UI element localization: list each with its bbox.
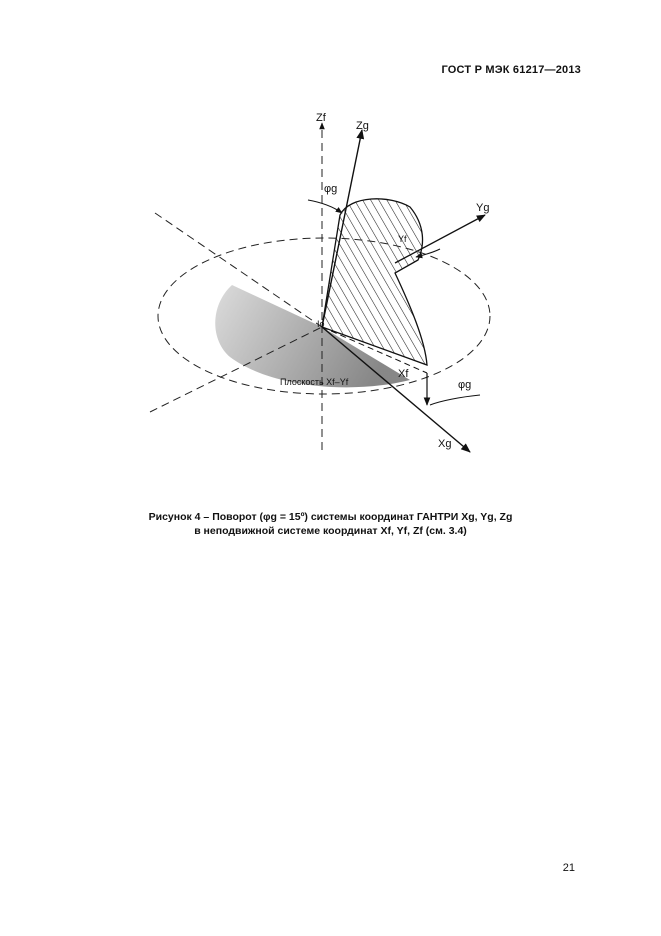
coordinate-rotation-figure — [140, 95, 520, 465]
caption-line-1: Рисунок 4 – Поворот (φg = 15º) системы координат ГАНТРИ Xg, Yg, Zg — [148, 511, 513, 523]
label-phi-top: φg — [324, 183, 338, 195]
figure-caption — [0, 510, 661, 538]
document-header: ГОСТ Р МЭК 61217—2013 — [441, 64, 581, 76]
label-phi-bottom: φg — [458, 379, 472, 391]
label-zg: Zg — [356, 120, 369, 132]
phi-angle-arc-top — [308, 200, 342, 213]
page-number: 21 — [562, 862, 575, 874]
figure-drawing — [140, 95, 520, 465]
label-plane: Плоскость Xf–Yf — [280, 377, 349, 387]
label-zf: Zf — [316, 112, 326, 124]
phi-angle-arc-bottom — [430, 395, 480, 405]
label-io: Io — [317, 319, 325, 329]
label-xg: Xg — [438, 438, 452, 450]
label-xf: Xf — [398, 368, 409, 380]
caption-line-2: в неподвижной системе координат Xf, Yf, Zf (см. 3.4) — [194, 525, 467, 537]
label-yg: Yg — [476, 202, 490, 214]
label-yf: Yf — [398, 234, 407, 244]
